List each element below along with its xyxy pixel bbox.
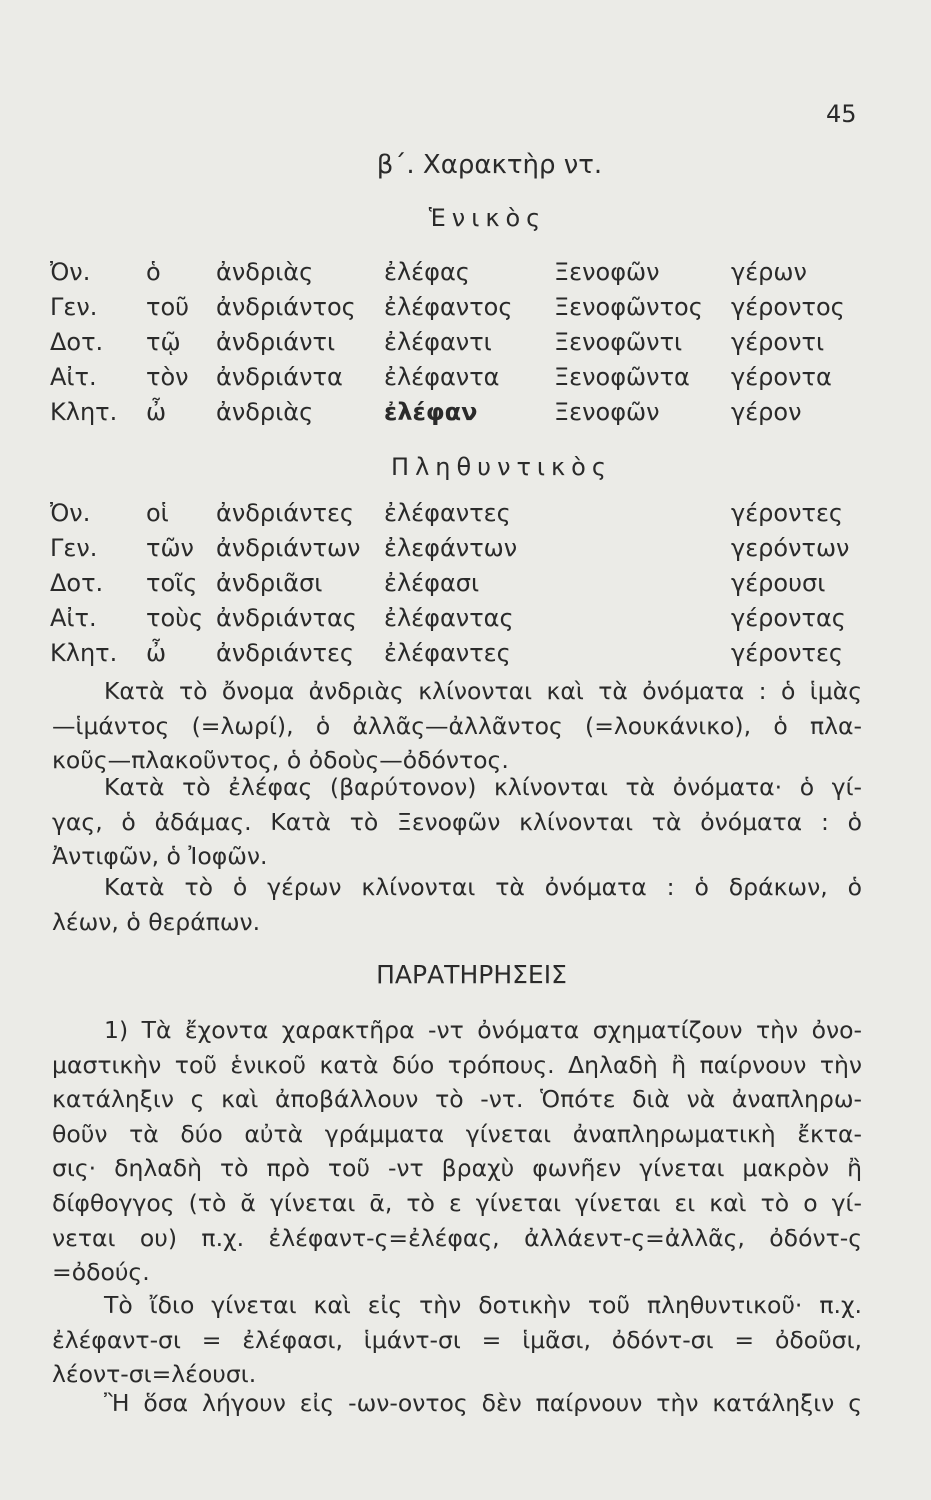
form-andrias: ἀνδριὰς <box>216 258 314 286</box>
table-row <box>0 604 931 639</box>
page-number: 45 <box>826 100 857 128</box>
text-line-content: Ἢ ὅσα λήγουν εἰς -ων-οντος δὲν παίρνουν τὴν κατάληξιν ς <box>104 1389 862 1417</box>
text-line-content: Κατὰ τὸ ὄνομα ἀνδριὰς κλίνονται καὶ τὰ ὀνόματα : ὁ ἱμὰς <box>104 677 862 705</box>
table-row <box>0 398 931 433</box>
plural-heading: Πληθυντικὸς <box>391 453 612 481</box>
form-elephas: ἐλέφαντας <box>384 604 514 632</box>
form-geron: γέροντι <box>731 328 825 356</box>
form-xenophon: Ξενοφῶν <box>554 398 660 426</box>
note-1 <box>52 1013 862 1290</box>
case-label: Ὀν. <box>50 499 91 527</box>
text-line <box>52 1288 862 1323</box>
form-elephas: ἐλεφάντων <box>384 534 518 562</box>
form-elephas: ἐλέφαντες <box>384 639 511 667</box>
notes-heading: ΠΑΡΑΤΗΡΗΣΕΙΣ <box>376 960 567 989</box>
case-label: Αἰτ. <box>50 604 97 632</box>
note-dative-plural <box>52 1288 862 1392</box>
section-title: β΄. Χαρακτὴρ ντ. <box>376 150 603 180</box>
form-elephas: ἐλέφαντες <box>384 499 511 527</box>
form-andrias: ἀνδριᾶσι <box>216 569 323 597</box>
form-elephas: ἐλέφαντι <box>384 328 492 356</box>
article: τοὺς <box>146 604 204 632</box>
case-label: Δοτ. <box>50 328 104 356</box>
form-andrias: ἀνδριάντα <box>216 363 343 391</box>
form-xenophon: Ξενοφῶντος <box>554 293 703 321</box>
text-line-content: Κατὰ τὸ ὁ γέρων κλίνονται τὰ ὀνόματα : ὁ δράκων, ὁ <box>104 873 862 901</box>
form-andrias: ἀνδριάντι <box>216 328 336 356</box>
form-elephas: ἐλέφασι <box>384 569 480 597</box>
text-line <box>52 870 862 905</box>
paragraph-elephas-nouns <box>52 770 862 874</box>
text-line: λέων, ὁ θεράπων. <box>52 907 261 936</box>
case-label: Κλητ. <box>50 398 118 426</box>
table-row <box>0 499 931 534</box>
form-geron: γέροντες <box>731 499 844 527</box>
form-geron: γέροντος <box>731 293 845 321</box>
case-label: Γεν. <box>50 293 98 321</box>
form-elephas: ἐλέφαντα <box>384 363 500 391</box>
table-row <box>0 569 931 604</box>
article: τῷ <box>146 328 181 356</box>
text-line: νεται ου) π.χ. ἐλέφαντ-ς=ἐλέφας, ἀλλάεντ-ς=ἀλλᾶς, ὀδόντ-ς <box>52 1223 862 1252</box>
case-label: Αἰτ. <box>50 363 97 391</box>
form-andrias: ἀνδριάντας <box>216 604 357 632</box>
text-line: μαστικὴν τοῦ ἑνικοῦ κατὰ δύο τρόπους. Δηλαδὴ ἢ παίρνουν τὴν <box>52 1050 862 1079</box>
article: ὦ <box>146 639 167 667</box>
note-on-ontos <box>52 1386 862 1421</box>
form-andrias: ἀνδριάντες <box>216 639 354 667</box>
form-elephas: ἐλέφαν <box>384 398 478 426</box>
article: ὁ <box>146 258 161 286</box>
table-row <box>0 293 931 328</box>
table-row <box>0 258 931 293</box>
article: τῶν <box>146 534 194 562</box>
form-geron: γερόντων <box>731 534 850 562</box>
form-geron: γέρων <box>731 258 807 286</box>
article: τὸν <box>146 363 189 391</box>
form-geron: γέροντα <box>731 363 832 391</box>
text-line-content: 1) Τὰ ἔχοντα χαρακτῆρα -ντ ὀνόματα σχηματίζουν τὴν ὀνο- <box>104 1016 862 1044</box>
form-elephas: ἐλέφας <box>384 258 470 286</box>
table-row <box>0 639 931 674</box>
text-line: γας, ὁ ἀδάμας. Κατὰ τὸ Ξενοφῶν κλίνονται τὰ ὀνόματα : ὁ <box>52 807 862 836</box>
case-label: Δοτ. <box>50 569 104 597</box>
text-line-content: Τὸ ἴδιο γίνεται καὶ εἰς τὴν δοτικὴν τοῦ πληθυντικοῦ· π.χ. <box>104 1291 862 1319</box>
article: οἱ <box>146 499 169 527</box>
text-line: —ἱμάντος (=λωρί), ὁ ἀλλᾶς—ἀλλᾶντος (=λουκάνικο), ὁ πλα- <box>52 711 862 740</box>
table-row <box>0 363 931 398</box>
singular-heading: Ἑνικὸς <box>428 204 547 232</box>
paragraph-geron-nouns <box>52 870 862 939</box>
text-line: κατάληξιν ς καὶ ἀποβάλλουν τὸ -ντ. Ὁπότε διὰ νὰ ἀναπληρω- <box>52 1085 862 1114</box>
text-line <box>52 674 862 709</box>
form-geron: γέρουσι <box>731 569 826 597</box>
text-line: σις· δηλαδὴ τὸ πρὸ τοῦ -ντ βραχὺ φωνῆεν γίνεται μακρὸν ἢ <box>52 1154 862 1183</box>
text-line: θοῦν τὰ δύο αὐτὰ γράμματα γίνεται ἀναπληρωματικὴ ἔκτα- <box>52 1119 862 1148</box>
form-xenophon: Ξενοφῶντι <box>554 328 683 356</box>
text-line: =ὀδούς. <box>52 1258 150 1287</box>
case-label: Κλητ. <box>50 639 118 667</box>
form-geron: γέροντες <box>731 639 844 667</box>
form-andrias: ἀνδριάντων <box>216 534 361 562</box>
text-line-content: Κατὰ τὸ ἐλέφας (βαρύτονον) κλίνονται τὰ ὀνόματα· ὁ γί- <box>104 773 862 801</box>
form-geron: γέροντας <box>731 604 846 632</box>
text-line <box>52 1013 862 1048</box>
form-andrias: ἀνδριὰς <box>216 398 314 426</box>
text-line <box>52 770 862 805</box>
form-andrias: ἀνδριάντος <box>216 293 356 321</box>
text-line: λέοντ-σι=λέουσι. <box>52 1360 257 1389</box>
article: τοῦ <box>146 293 190 321</box>
case-label: Γεν. <box>50 534 98 562</box>
table-row <box>0 328 931 363</box>
case-label: Ὀν. <box>50 258 91 286</box>
article: ὦ <box>146 398 167 426</box>
form-geron: γέρον <box>731 398 802 426</box>
article: τοῖς <box>146 569 198 597</box>
table-row <box>0 534 931 569</box>
text-line <box>52 1386 862 1421</box>
paragraph-andrias-nouns <box>52 674 862 778</box>
form-xenophon: Ξενοφῶντα <box>554 363 690 391</box>
plural-declension-table <box>0 499 931 674</box>
form-elephas: ἐλέφαντος <box>384 293 513 321</box>
form-andrias: ἀνδριάντες <box>216 499 354 527</box>
form-xenophon: Ξενοφῶν <box>554 258 660 286</box>
text-line: ἐλέφαντ-σι = ἐλέφασι, ἱμάντ-σι = ἱμᾶσι, ὀδόντ-σι = ὀδοῦσι, <box>52 1325 862 1354</box>
text-line: Ἀντιφῶν, ὁ Ἰοφῶν. <box>52 842 268 871</box>
singular-declension-table <box>0 258 931 433</box>
text-line: κοῦς—πλακοῦντος, ὁ ὀδοὺς—ὀδόντος. <box>52 746 509 775</box>
text-line: δίφθογγος (τὸ ᾰ γίνεται ᾱ, τὸ ε γίνεται γίνεται ει καὶ τὸ ο γί- <box>52 1188 862 1217</box>
